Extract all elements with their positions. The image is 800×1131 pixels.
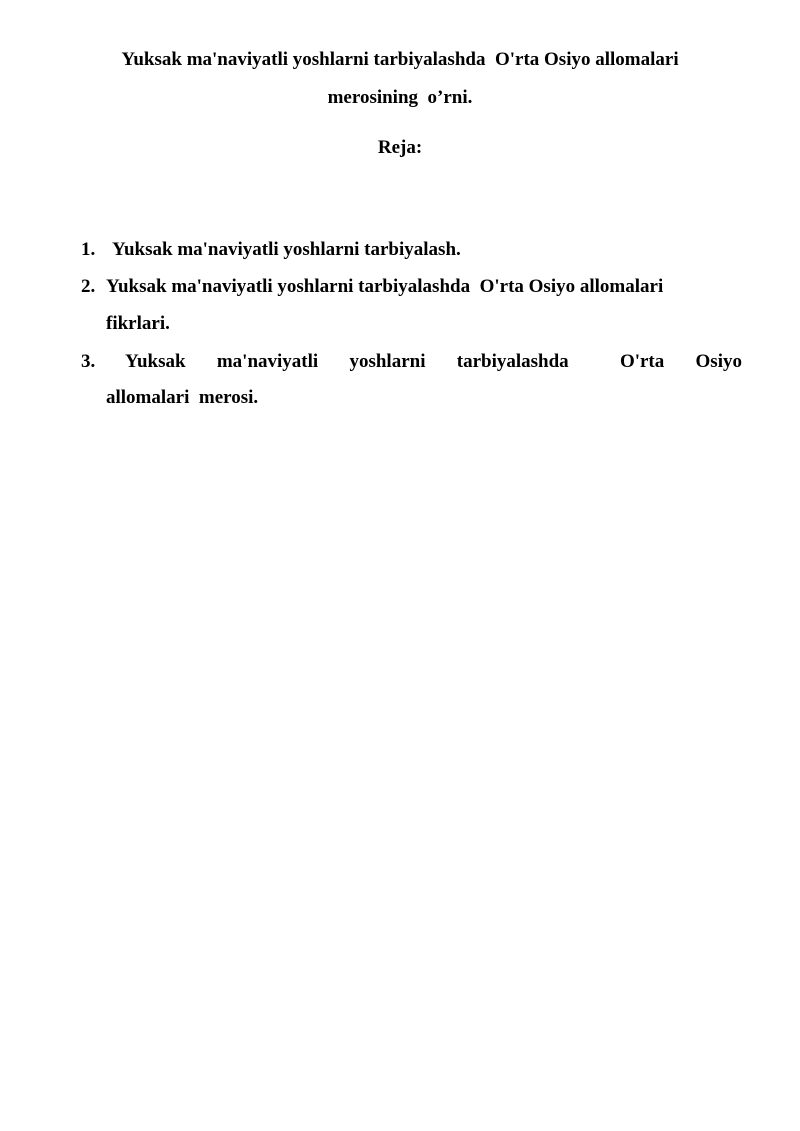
plan-item-number: 3.: [81, 351, 96, 372]
plan-item-word: yoshlarni: [349, 351, 426, 372]
plan-item-number: 1.: [81, 239, 96, 260]
plan-item-word: ma'naviyatli: [216, 351, 319, 372]
plan-item-text-continuation: fikrlari.: [106, 313, 170, 334]
plan-item-text: Yuksak ma'naviyatli yoshlarni tarbiyalashda O'rta Osiyo allomalari: [106, 276, 664, 297]
document-title-line-2: merosining o’rni.: [327, 87, 473, 108]
document-title-line-1: Yuksak ma'naviyatli yoshlarni tarbiyalashda O'rta Osiyo allomalari: [121, 49, 679, 70]
plan-item-number: 2.: [81, 276, 96, 297]
plan-item-text-continuation: allomalari merosi.: [106, 387, 259, 408]
plan-item-text: Yuksak ma'naviyatli yoshlarni tarbiyalash.: [112, 239, 461, 260]
plan-item-word: Osiyo: [695, 351, 742, 372]
plan-item-word: O'rta: [619, 351, 665, 372]
plan-item-text-justified: [125, 350, 742, 374]
plan-item-word: tarbiyalashda: [456, 351, 569, 372]
plan-heading: Reja:: [377, 137, 423, 158]
plan-item-word: Yuksak: [125, 351, 186, 372]
